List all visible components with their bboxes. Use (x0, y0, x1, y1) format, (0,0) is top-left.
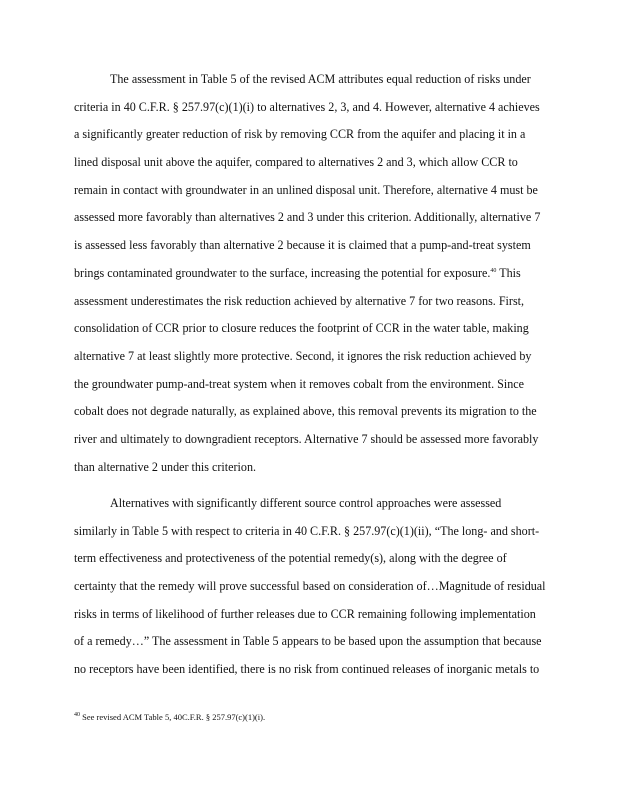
paragraph-line: no receptors have been identified, there is no risk from continued releases of inorganic metals to (74, 662, 540, 677)
paragraph-line: the groundwater pump-and-treat system when it removes cobalt from the environment. Since (74, 376, 525, 391)
paragraph-line: river and ultimately to downgradient receptors. Alternative 7 should be assessed more favorably (74, 431, 539, 446)
paragraph-1 (74, 66, 594, 481)
footnote-text: See revised ACM Table 5, 40C.F.R. § 257.97(c)(1)(i). (80, 712, 266, 722)
paragraph-line: consolidation of CCR prior to closure reduces the footprint of CCR in the water table, making (74, 321, 529, 336)
paragraph-line: of a remedy…” The assessment in Table 5 appears to be based upon the assumption that because (74, 634, 542, 649)
paragraph-line-continuation: This (496, 265, 521, 280)
paragraph-line: term effectiveness and protectiveness of the potential remedy(s), along with the degree of (74, 551, 507, 566)
paragraph-line: a significantly greater reduction of risk by removing CCR from the aquifer and placing it in a (74, 127, 526, 142)
paragraph-line: cobalt does not degrade naturally, as explained above, this removal prevents its migration to the (74, 404, 537, 419)
paragraph-line: The assessment in Table 5 of the revised ACM attributes equal reduction of risks under (110, 72, 531, 86)
footnote (74, 711, 594, 723)
paragraph-line: certainty that the remedy will prove successful based on consideration of…Magnitude of residual (74, 579, 546, 594)
paragraph-2 (74, 490, 594, 684)
paragraph-line-text: brings contaminated groundwater to the surface, increasing the potential for exposure. (74, 265, 491, 280)
paragraph-line: lined disposal unit above the aquifer, compared to alternatives 2 and 3, which allow CCR to (74, 155, 518, 170)
paragraph-line: assessed more favorably than alternatives 2 and 3 under this criterion. Additionally, alternative 7 (74, 210, 541, 225)
footnote-number: 40 (74, 712, 80, 718)
paragraph-line: than alternative 2 under this criterion. (74, 459, 257, 474)
paragraph-line: criteria in 40 C.F.R. § 257.97(c)(1)(i) to alternatives 2, 3, and 4. However, alternative 4 achieves (74, 99, 540, 114)
paragraph-line: similarly in Table 5 with respect to criteria in 40 C.F.R. § 257.97(c)(1)(ii), “The long- and short- (74, 523, 540, 538)
paragraph-line: Alternatives with significantly different source control approaches were assessed (110, 496, 502, 510)
paragraph-line: alternative 7 at least slightly more protective. Second, it ignores the risk reduction achieved by (74, 348, 532, 363)
paragraph-line: risks in terms of likelihood of further releases due to CCR remaining following implementation (74, 606, 536, 621)
paragraph-line: is assessed less favorably than alternative 2 because it is claimed that a pump-and-treat system (74, 238, 531, 253)
paragraph-line: remain in contact with groundwater in an unlined disposal unit. Therefore, alternative 4 must be (74, 182, 538, 197)
paragraph-line (74, 260, 594, 288)
footnote-reference: 40 (490, 267, 497, 274)
paragraph-line: assessment underestimates the risk reduction achieved by alternative 7 for two reasons. First, (74, 293, 525, 308)
